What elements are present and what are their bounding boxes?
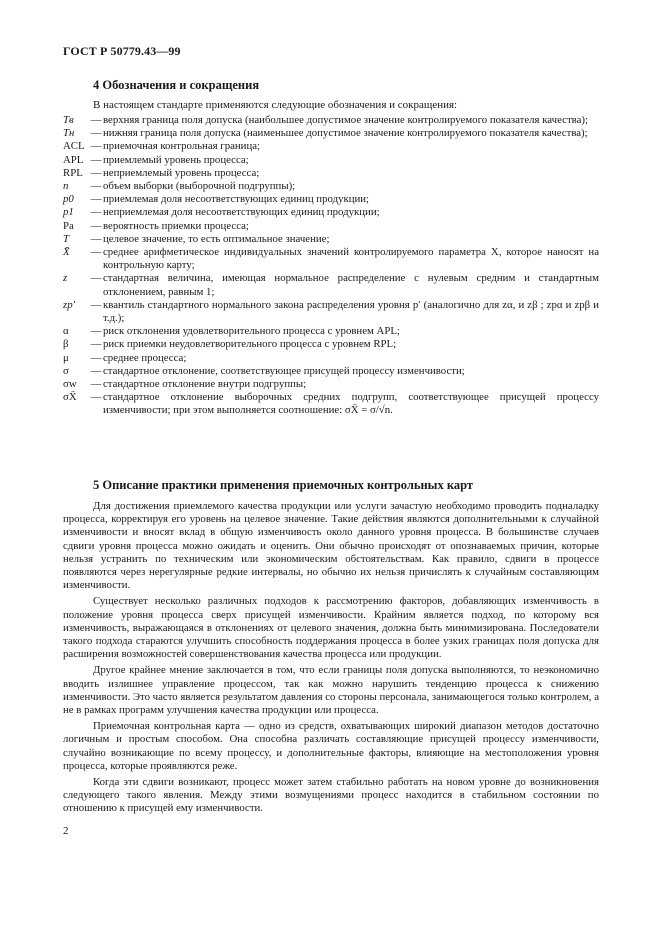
section-5-body bbox=[63, 500, 599, 819]
dash-separator: — bbox=[90, 272, 102, 285]
dash-separator: — bbox=[90, 378, 102, 391]
definition-item bbox=[63, 114, 599, 127]
definition-text: среднее процесса; bbox=[103, 351, 187, 364]
dash-separator: — bbox=[90, 166, 102, 179]
page-number: 2 bbox=[63, 825, 69, 837]
definition-text: неприемлемый уровень процесса; bbox=[103, 166, 260, 179]
paragraph: Приемочная контрольная карта — одно из средств, охватывающих широкий диапазон методов достаточно логичным и простым способом. Она способна различать составляющие присущей процессу изменчивости, случайно возникающие по всему процессу, и дополнительные факторы, влияющие на местоположения уровня процесса, которые проявляются реже. bbox=[63, 720, 599, 772]
definition-item bbox=[63, 233, 599, 246]
definition-text: целевое значение, то есть оптимальное значение; bbox=[103, 232, 330, 245]
definition-symbol: β bbox=[63, 338, 69, 351]
dash-separator: — bbox=[90, 298, 102, 311]
dash-separator: — bbox=[90, 219, 102, 232]
dash-separator: — bbox=[90, 232, 102, 245]
document-code: ГОСТ Р 50779.43—99 bbox=[63, 44, 181, 58]
paragraph: Когда эти сдвиги возникают, процесс может затем стабильно работать на новом уровне до возникновения следующего такого явления. Между этими возмущениями процесс находится в стабильном состоянии по отношению к присущей ему изменчивости. bbox=[63, 776, 599, 815]
section-5-heading: 5 Описание практики применения приемочных контрольных карт bbox=[93, 478, 474, 492]
definition-item bbox=[63, 206, 599, 219]
definition-symbol: zp′ bbox=[63, 298, 75, 311]
definition-symbol: z bbox=[63, 272, 68, 285]
paragraph: Существует несколько различных подходов к рассмотрению факторов, добавляющих изменчивость в положение уровня процесса сверх присущей изменчивости. Крайним является подход, по которому вся изменчивость, выражающаяся в отклонениях от целевого значения, должна быть минимизирована. Последователи такого подхода стараются улучшить способность поддержания процесса в более узких границах поля допуска для расширения возможностей совершенствования качества процесса или продукции. bbox=[63, 595, 599, 661]
definition-text: риск приемки неудовлетворительного процесса с уровнем RPL; bbox=[103, 338, 397, 351]
definition-item bbox=[63, 299, 599, 325]
definition-item bbox=[63, 167, 599, 180]
definition-symbol: σX̄ bbox=[63, 391, 77, 404]
definition-text: среднее арифметическое индивидуальных значений контролируемого параметра X, которое наносят на контрольную карту; bbox=[103, 246, 599, 272]
definition-symbol: p1 bbox=[63, 206, 74, 219]
definition-text: верхняя граница поля допуска (наибольшее допустимое значение контролируемого показателя качества); bbox=[103, 114, 588, 126]
definition-item bbox=[63, 272, 599, 298]
definition-text: вероятность приемки процесса; bbox=[103, 219, 249, 232]
definition-symbol: RPL bbox=[63, 166, 83, 179]
definition-symbol: p0 bbox=[63, 193, 74, 206]
definition-text: нижняя граница поля допуска (наименьшее допустимое значение контролируемого показателя качества); bbox=[103, 127, 588, 140]
section-4-intro: В настоящем стандарте применяются следующие обозначения и сокращения: bbox=[93, 99, 458, 111]
definition-symbol: μ bbox=[63, 351, 69, 364]
definition-symbol: ACL bbox=[63, 140, 85, 153]
section-4-heading: 4 Обозначения и сокращения bbox=[93, 78, 260, 92]
definition-text: объем выборки (выборочной подгруппы); bbox=[103, 180, 296, 193]
definition-text: приемочная контрольная граница; bbox=[103, 140, 261, 153]
dash-separator: — bbox=[90, 351, 102, 364]
dash-separator: — bbox=[90, 193, 102, 206]
definition-text: стандартное отклонение выборочных средних подгрупп, соответствующее присущей процессу изменчивости; при этом выполняется соотношение: σX̄ = σ/√n. bbox=[103, 391, 599, 417]
definition-item bbox=[63, 391, 599, 417]
definition-symbol: X̄ bbox=[63, 246, 70, 259]
definition-text: приемлемый уровень процесса; bbox=[103, 153, 249, 166]
definition-text: риск отклонения удовлетворительного процесса с уровнем APL; bbox=[103, 325, 400, 338]
paragraph: Другое крайнее мнение заключается в том, что если границы поля допуска выполняются, то неэкономично вводить излишнее управление процессом, так как можно нарушить тенденцию процесса к снижению изменчивости. Это часто является результатом давления со стороны персонала, занимающегося только контролем, а не в рамках программ улучшения качества продукции или процесса. bbox=[63, 664, 599, 717]
definition-item bbox=[63, 352, 599, 365]
definition-symbol: n bbox=[63, 180, 69, 193]
definition-item bbox=[63, 325, 599, 338]
dash-separator: — bbox=[90, 338, 102, 351]
definition-item bbox=[63, 127, 599, 140]
definition-symbol: APL bbox=[63, 153, 84, 166]
dash-separator: — bbox=[90, 325, 102, 338]
dash-separator: — bbox=[90, 140, 102, 153]
paragraph: Для достижения приемлемого качества продукции или услуги зачастую необходимо проводить подналадку процесса, корректируя его уровень на целевое значение. Такие действия являются дополнительными к случайной изменчивости и вносят вклад в общую изменчивость около данного уровня процесса. В большинстве случаев сдвиги уровня процесса можно ожидать и оценить. Они обычно происходят от опознаваемых причин, которые нельзя устранить по техническим или экономическим обстоятельствам. Как правило, сдвиги в процессе появляются через нерегулярные редкие интервалы, но обычно их нельзя причислять к случайным составляющим изменчивости. bbox=[63, 500, 599, 592]
dash-separator: — bbox=[90, 391, 102, 404]
definition-item bbox=[63, 378, 599, 391]
definition-item bbox=[63, 154, 599, 167]
definition-symbol: Tн bbox=[63, 127, 75, 140]
definition-text: неприемлемая доля несоответствующих единиц продукции; bbox=[103, 206, 380, 219]
definitions-list bbox=[63, 114, 599, 418]
definition-symbol: Pa bbox=[63, 219, 74, 232]
dash-separator: — bbox=[90, 206, 102, 219]
dash-separator: — bbox=[90, 246, 102, 259]
dash-separator: — bbox=[90, 180, 102, 193]
definition-text: стандартное отклонение, соответствующее присущей процессу изменчивости; bbox=[103, 364, 465, 377]
dash-separator: — bbox=[90, 114, 102, 126]
definition-symbol: T bbox=[63, 232, 70, 245]
definition-symbol: σw bbox=[63, 378, 77, 391]
definition-item bbox=[63, 365, 599, 378]
definition-item bbox=[63, 180, 599, 193]
definition-item bbox=[63, 220, 599, 233]
definition-text: приемлемая доля несоответствующих единиц продукции; bbox=[103, 193, 370, 206]
dash-separator: — bbox=[90, 153, 102, 166]
definition-text: стандартная величина, имеющая нормальное распределение с нулевым средним и стандартным отклонением, равным 1; bbox=[103, 272, 599, 298]
definition-item bbox=[63, 338, 599, 351]
definition-symbol: Tв bbox=[63, 114, 74, 126]
definition-text: стандартное отклонение внутри подгруппы; bbox=[103, 378, 307, 391]
dash-separator: — bbox=[90, 127, 102, 140]
definition-symbol: α bbox=[63, 325, 69, 338]
definition-item bbox=[63, 246, 599, 272]
definition-item bbox=[63, 193, 599, 206]
definition-text: квантиль стандартного нормального закона распределения уровня p′ (аналогично для zα, и zβ ; zpα и zpβ и т.д.); bbox=[103, 298, 599, 325]
dash-separator: — bbox=[90, 364, 102, 377]
definition-symbol: σ bbox=[63, 364, 69, 377]
definition-item bbox=[63, 140, 599, 153]
